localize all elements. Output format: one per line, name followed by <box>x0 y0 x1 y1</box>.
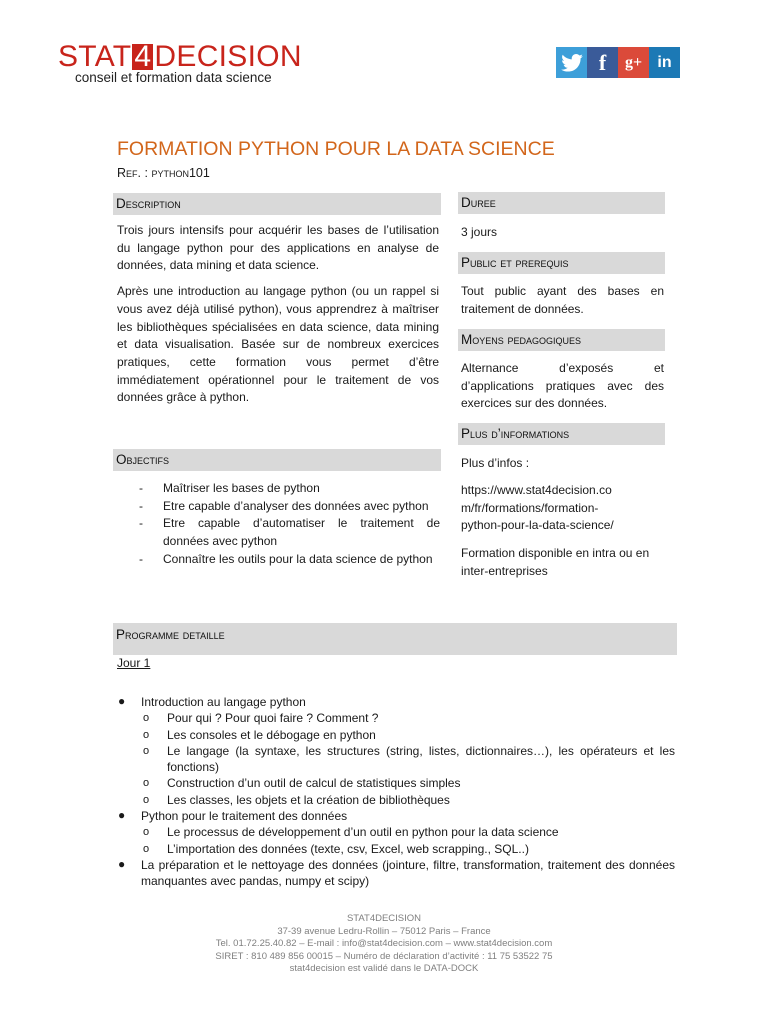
programme-subitem: o Construction d’un outil de calcul de statistiques simples <box>143 776 461 791</box>
programme-day: Jour 1 <box>117 656 151 670</box>
infos-heading: Plus d’informations <box>458 423 665 445</box>
objectifs-list <box>117 480 440 569</box>
footer-company: STAT4DECISION <box>346 913 422 924</box>
programme-subitem: o Les consoles et le débogage en python <box>143 727 376 742</box>
list-item: - Etre capable d’automatiser le traitement de données avec python <box>139 516 440 549</box>
description-body <box>117 222 439 407</box>
programme-subitem: o Pour qui ? Pour quoi faire ? Comment ? <box>143 711 379 726</box>
programme-list <box>117 694 675 890</box>
programme-heading: Programme detaille <box>113 623 677 655</box>
company-logo <box>58 42 302 85</box>
duree-heading: Duree <box>458 192 665 214</box>
list-item: - Etre capable d’analyser des données avec python <box>139 498 429 513</box>
infos-link-line[interactable]: python-pour-la-data-science/ <box>461 518 614 533</box>
list-item: - Maîtriser les bases de python <box>139 481 320 495</box>
page-footer <box>0 913 768 976</box>
infos-link[interactable] <box>461 482 664 535</box>
description-heading: Description <box>113 193 441 215</box>
programme-subitem: o L’importation des données (texte, csv, Excel, web scrapping., SQL..) <box>143 841 529 856</box>
course-reference: Ref. : python101 <box>117 166 210 180</box>
description-paragraph: Trois jours intensifs pour acquérir les bases de l’utilisation du langage python pour des applications en analyse de données, data mining et data science. <box>117 223 439 273</box>
logo-wordmark: STAT 4 DECISION <box>58 40 302 73</box>
footer-contact: Tel. 01.72.25.40.82 – E-mail : info@stat4decision.com – www.stat4decision.com <box>215 938 553 950</box>
public-text: Tout public ayant des bases en traitement de données. <box>461 284 664 316</box>
course-title: FORMATION PYTHON POUR LA DATA SCIENCE <box>117 138 555 160</box>
programme-subitem: o Le processus de développement d’un outil en python pour la data science <box>143 825 559 840</box>
logo-tagline: conseil et formation data science <box>75 70 272 85</box>
duree-value: 3 jours <box>461 225 498 239</box>
moyens-text: Alternance d’exposés et d’applications pratiques avec des exercices sur des données. <box>461 361 664 411</box>
objectifs-heading: Objectifs <box>113 449 441 471</box>
moyens-heading: Moyens pedagogiques <box>458 329 665 351</box>
infos-link-line[interactable]: https://www.stat4decision.co <box>461 483 612 497</box>
infos-link-line[interactable]: m/fr/formations/formation- <box>461 500 599 515</box>
footer-address: 37-39 avenue Ledru-Rollin – 75012 Paris – France <box>277 925 491 937</box>
linkedin-icon[interactable]: in <box>649 47 680 78</box>
twitter-icon[interactable] <box>556 47 587 78</box>
google-plus-icon[interactable]: g+ <box>618 47 649 78</box>
facebook-icon[interactable]: f <box>587 47 618 78</box>
footer-siret: SIRET : 810 489 856 00015 – Numéro de déclaration d’activité : 11 75 53522 75 <box>215 950 553 962</box>
infos-note: Formation disponible en intra ou en inter-entreprises <box>461 546 650 578</box>
programme-item: ● La préparation et le nettoyage des données (jointure, filtre, transformation, traitement des données manquantes avec pandas, numpy et scipy) <box>118 856 675 889</box>
infos-lead: Plus d’infos : <box>461 456 530 470</box>
programme-subitem: o Les classes, les objets et la création de bibliothèques <box>143 792 450 807</box>
programme-item: ● Introduction au langage python <box>118 694 306 709</box>
description-paragraph: Après une introduction au langage python (ou un rappel si vous avez déjà utilisé python), vous apprendrez à maîtriser les bibliothèques spécialisées en data science, data mining et data visualisation. Basée sur de nombreux exercices pratiques, cette formation vous permet d’être immédiatement opérationnel pour le traitement de vos données grâce à python. <box>117 284 439 405</box>
footer-datadock: stat4decision est validé dans le DATA-DOCK <box>289 963 479 975</box>
programme-subitem: o Le langage (la syntaxe, les structures (string, listes, dictionnaires…), les opérateurs et les fonctions) <box>143 743 675 775</box>
public-heading: Public et prerequis <box>458 252 665 274</box>
list-item: - Connaître les outils pour la data science de python <box>139 551 433 566</box>
programme-item: ● Python pour le traitement des données <box>118 808 348 824</box>
